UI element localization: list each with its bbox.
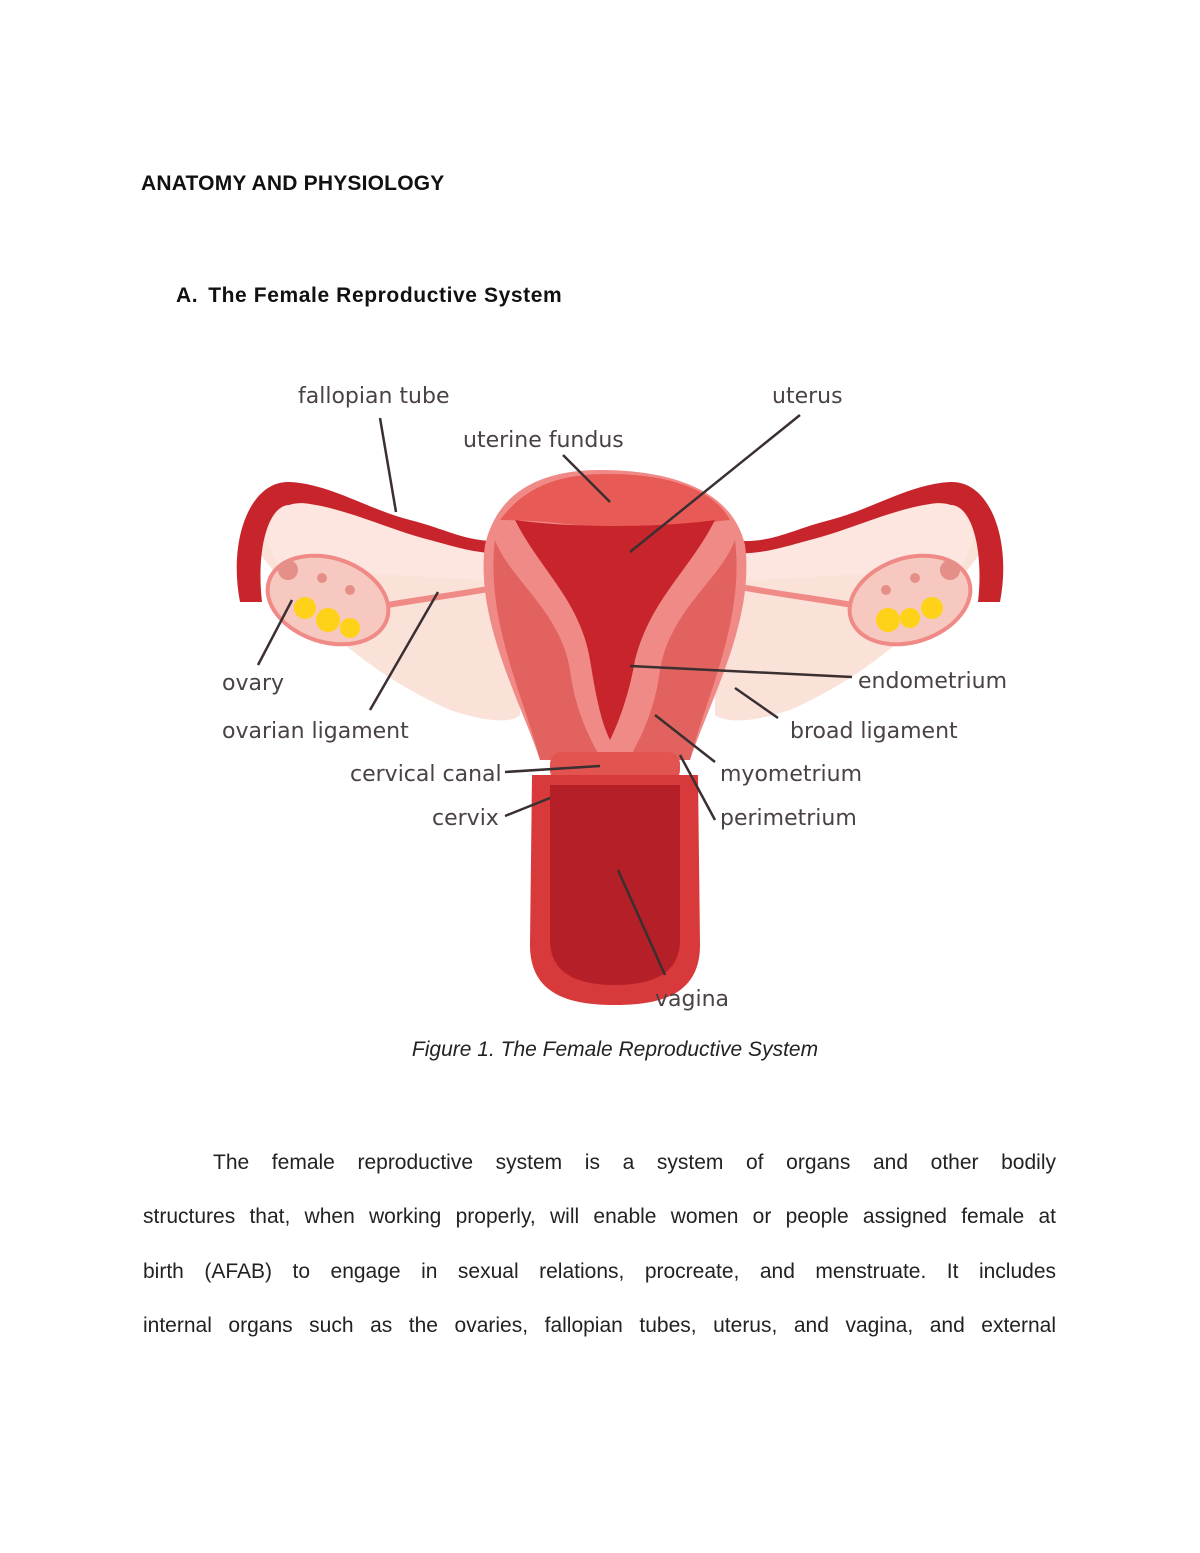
label-cervix: cervix xyxy=(432,806,499,831)
document-heading: ANATOMY AND PHYSIOLOGY xyxy=(141,172,445,195)
section-heading xyxy=(176,284,562,308)
reproductive-system-figure xyxy=(210,370,1030,1020)
label-endometrium: endometrium xyxy=(858,669,1008,694)
paragraph-line: internal organs such as the ovaries, fallopian tubes, uterus, and vagina, and external xyxy=(143,1313,1056,1337)
label-fallopian-tube: fallopian tube xyxy=(298,384,450,409)
body-paragraph xyxy=(143,1136,1056,1353)
label-myometrium: myometrium xyxy=(720,762,863,787)
label-uterus: uterus xyxy=(772,384,843,409)
section-title: The Female Reproductive System xyxy=(208,284,563,307)
figure-caption: Figure 1. The Female Reproductive System xyxy=(411,1038,819,1061)
label-broad-ligament: broad ligament xyxy=(790,719,958,744)
label-cervical-canal: cervical canal xyxy=(350,762,502,787)
label-ovary: ovary xyxy=(222,671,285,696)
section-letter: A. xyxy=(176,284,199,307)
vagina-inner xyxy=(550,785,680,985)
label-vagina: vagina xyxy=(655,987,730,1012)
paragraph-line: structures that, when working properly, will enable women or people assigned female at xyxy=(143,1205,1056,1229)
paragraph-line: The female reproductive system is a system of organs and other bodily xyxy=(213,1151,1056,1174)
paragraph-line: birth (AFAB) to engage in sexual relations, procreate, and menstruate. It includes xyxy=(143,1259,1056,1283)
label-ovarian-ligament: ovarian ligament xyxy=(222,719,409,744)
label-uterine-fundus: uterine fundus xyxy=(463,428,624,453)
label-perimetrium: perimetrium xyxy=(720,806,857,831)
anatomy-diagram xyxy=(210,370,1030,1020)
